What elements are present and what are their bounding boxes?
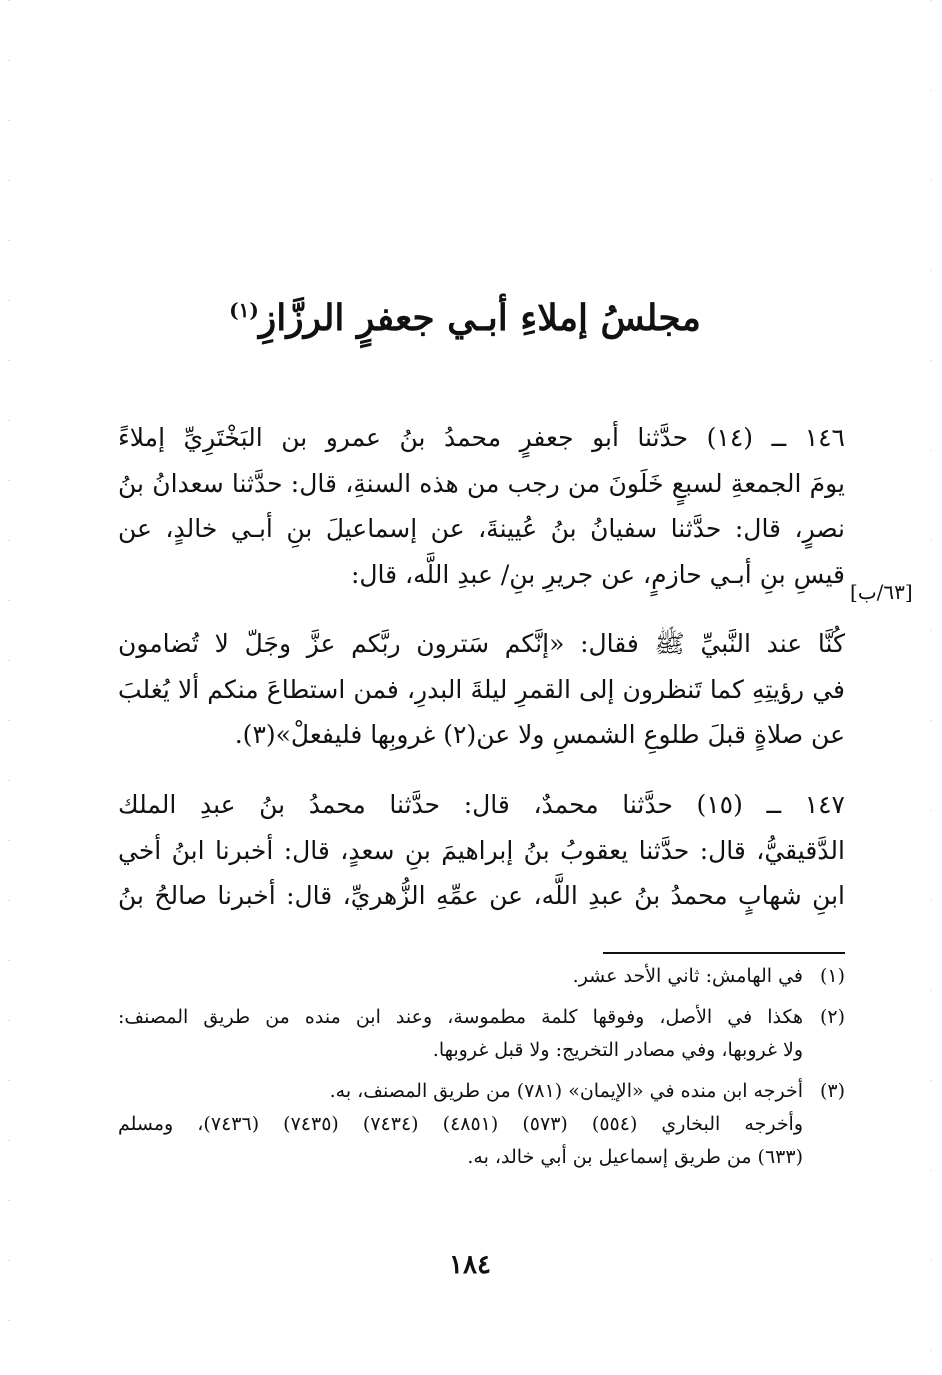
text-line: ابنِ شهابٍ محمدُ بنُ عبدِ اللَّه، عن عمِّهِ الزُّهريِّ، قال: أخبرنا صالحُ بنُ: [118, 881, 845, 910]
chapter-title-footnote-ref: (١): [229, 298, 259, 322]
text-line: كُنَّا عند النَّبيِّ ﷺ فقال: «إنَّكم سَترون ربَّكم عزَّ وجَلّ لا تُضامون: [118, 629, 845, 658]
footnote-number: (٣): [819, 1080, 845, 1102]
chapter-title-text: مجلسُ إملاءِ أبـي جعفرٍ الرزَّازِ: [258, 297, 701, 339]
footnote-text: أخرجه ابن منده في «الإيمان» (٧٨١) من طريق المصنف، به.: [329, 1080, 803, 1102]
footnote-number: (٢): [819, 1006, 845, 1028]
footnote-number: (١): [819, 965, 845, 987]
footnote-3: [118, 1075, 845, 1108]
footnote-1: [118, 960, 845, 993]
footnote-text: هكذا في الأصل، وفوقها كلمة مطموسة، وعند ابن منده من طريق المصنف:: [118, 1006, 803, 1028]
footnote-separator: [603, 952, 845, 954]
manuscript-folio-marker: [٦٣/ب]: [850, 580, 913, 604]
scan-edge-right: [930, 0, 932, 1375]
chapter-title: [120, 280, 810, 348]
text-line: قيسِ بنِ أبـي حازمٍ، عن جريرِ بنِ/ عبدِ اللَّه، قال:: [350, 559, 845, 589]
page-number: ١٨٤: [449, 1250, 491, 1280]
text-line: الدَّقيقيُّ، قال: حدَّثنا يعقوبُ بنُ إبراهيمَ بنِ سعدٍ، قال: أخبرنا ابنُ أخي: [118, 835, 845, 865]
text-line: في رؤيتِهِ كما تَنظرون إلى القمرِ ليلةَ البدرِ، فمن استطاعَ منكم ألا يُغلبَ: [118, 674, 845, 704]
text-line: يومَ الجمعةِ لسبعٍ خَلَونَ من رجب من هذه السنةِ، قال: حدَّثنا سعدانُ بنُ: [118, 468, 845, 498]
footnote-continuation: (٦٣٣) من طريق إسماعيل بن أبي خالد، به.: [467, 1146, 803, 1168]
footnote-2: [118, 1001, 845, 1034]
footnote-continuation: ولا غروبها، وفي مصادر التخريج: ولا قبل غروبها.: [432, 1039, 803, 1061]
text-line: ١٤٧ ــ (١٥) حدَّثنا محمدٌ، قال: حدَّثنا محمدُ بنُ عبدِ الملك: [118, 790, 845, 819]
paragraph-hadith-text: [118, 621, 845, 758]
footnotes: [118, 960, 845, 1174]
text-line: عن صلاةٍ قبلَ طلوعِ الشمسِ ولا عن(٢) غروبِها فليفعلْ»(٣).: [234, 720, 845, 749]
text-line: ١٤٦ ــ (١٤) حدَّثنا أبو جعفرٍ محمدُ بنُ عمرو بن البَخْتَرِيِّ إملاءً: [118, 423, 845, 452]
scan-edge-left: [8, 0, 10, 1375]
footnote-continuation: وأخرجه البخاري (٥٥٤) (٥٧٣) (٤٨٥١) (٧٤٣٤) (٧٤٣٥) (٧٤٣٦)، ومسلم: [118, 1113, 804, 1135]
footnote-text: في الهامش: ثاني الأحد عشر.: [572, 965, 803, 987]
paragraph-146: [118, 415, 845, 597]
text-line: نصرٍ، قال: حدَّثنا سفيانُ بنُ عُيينةَ، عن إسماعيلَ بنِ أبـي خالدٍ، عن: [118, 514, 845, 543]
paragraph-147: [118, 782, 845, 919]
